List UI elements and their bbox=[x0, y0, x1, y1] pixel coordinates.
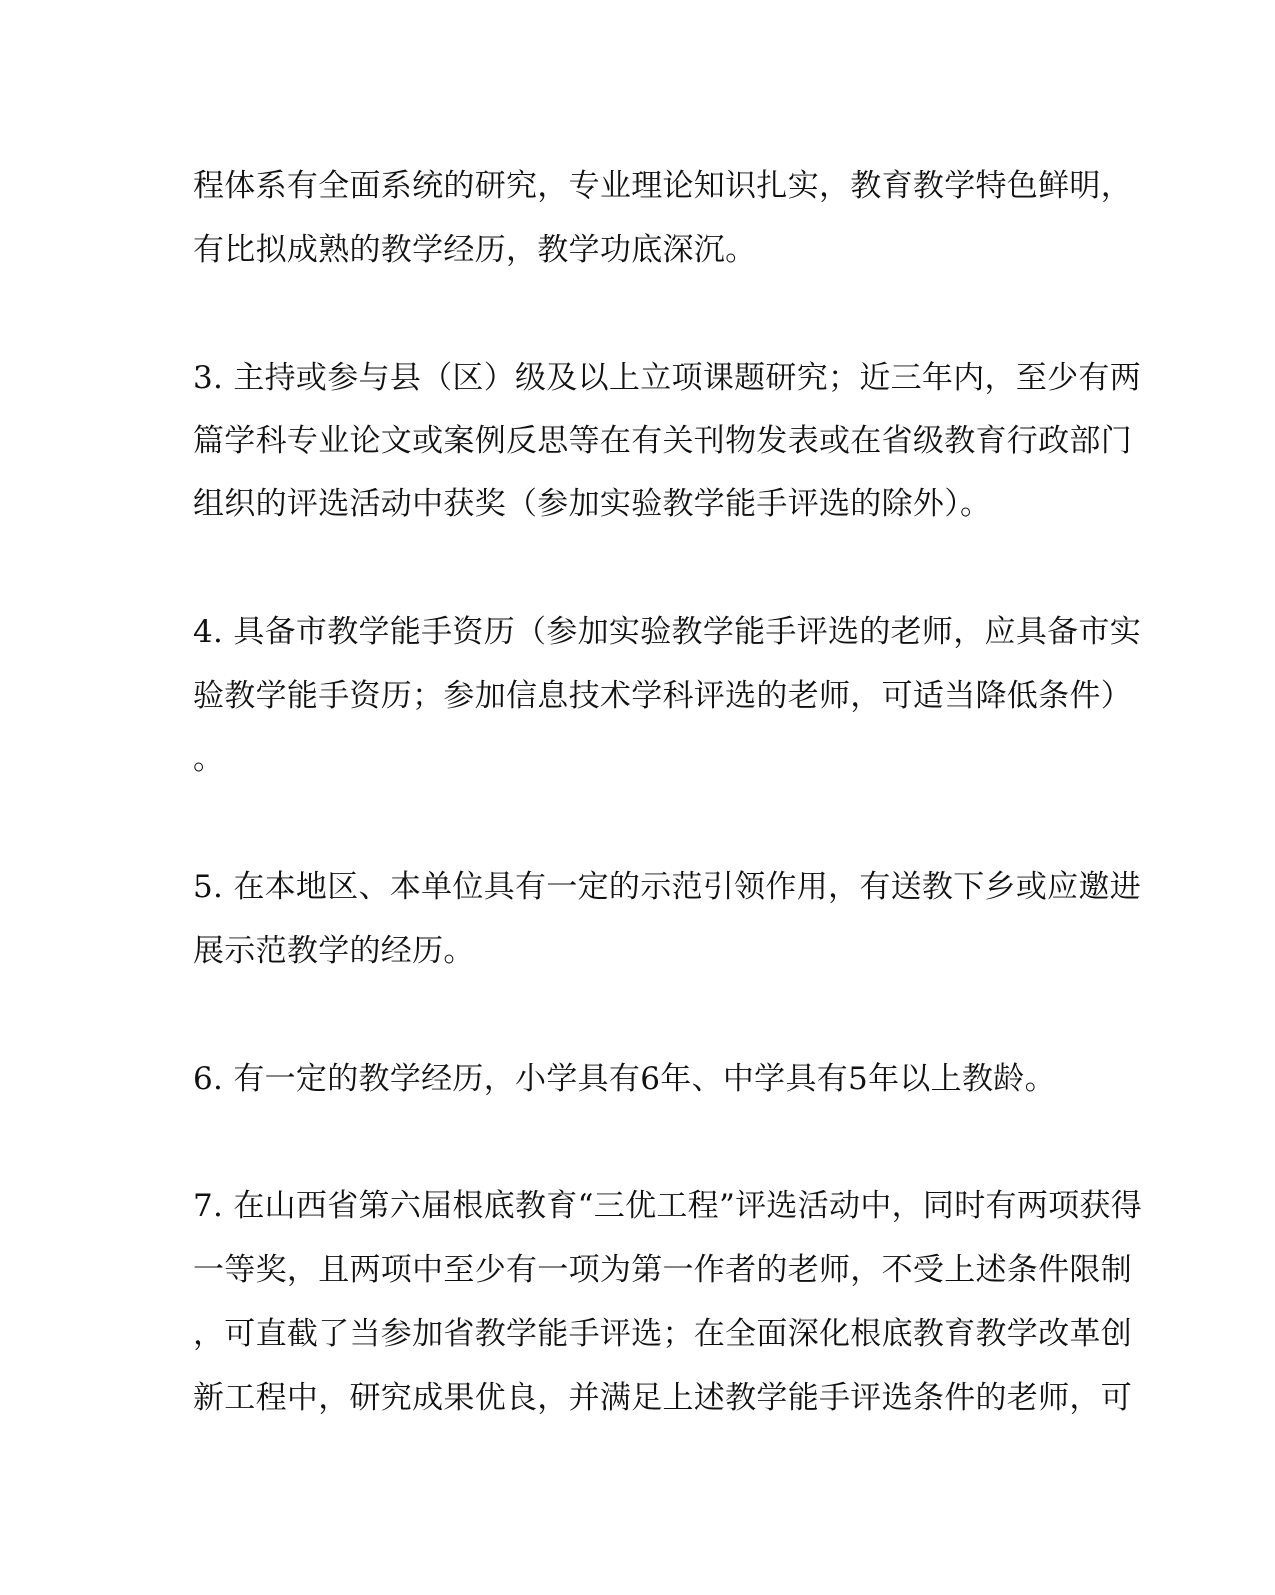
text-line: 新工程中，研究成果优良，并满足上述教学能手评选条件的老师，可 bbox=[193, 1380, 1132, 1416]
text-line: 程体系有全面系统的研究，专业理论知识扎实，教育教学特色鲜明， bbox=[193, 168, 1132, 204]
text-line: 验教学能手资历；参加信息技术学科评选的老师，可适当降低条件） bbox=[193, 678, 1132, 714]
text-line: 。 bbox=[193, 741, 225, 777]
text-line: ，可直截了当参加省教学能手评选；在全面深化根底教育教学改革创 bbox=[193, 1316, 1132, 1352]
text-line: 有比拟成熟的教学经历，教学功底深沉。 bbox=[193, 232, 757, 268]
text-line: 4. 具备市教学能手资历（参加实验教学能手评选的老师，应具备市实 bbox=[193, 614, 1142, 650]
text-line: 展示范教学的经历。 bbox=[193, 933, 475, 969]
text-line: 一等奖，且两项中至少有一项为第一作者的老师，不受上述条件限制 bbox=[193, 1252, 1132, 1288]
text-line: 组织的评选活动中获奖（参加实验教学能手评选的除外）。 bbox=[193, 486, 992, 522]
text-line: 6. 有一定的教学经历，小学具有6年、中学具有5年以上教龄。 bbox=[193, 1061, 1056, 1097]
text-line: 7. 在山西省第六届根底教育“三优工程”评选活动中，同时有两项获得 bbox=[193, 1188, 1143, 1224]
text-line: 3. 主持或参与县（区）级及以上立项课题研究；近三年内，至少有两 bbox=[193, 360, 1142, 396]
text-line: 5. 在本地区、本单位具有一定的示范引领作用，有送教下乡或应邀进 bbox=[193, 869, 1142, 905]
text-line: 篇学科专业论文或案例反思等在有关刊物发表或在省级教育行政部门 bbox=[193, 423, 1132, 459]
